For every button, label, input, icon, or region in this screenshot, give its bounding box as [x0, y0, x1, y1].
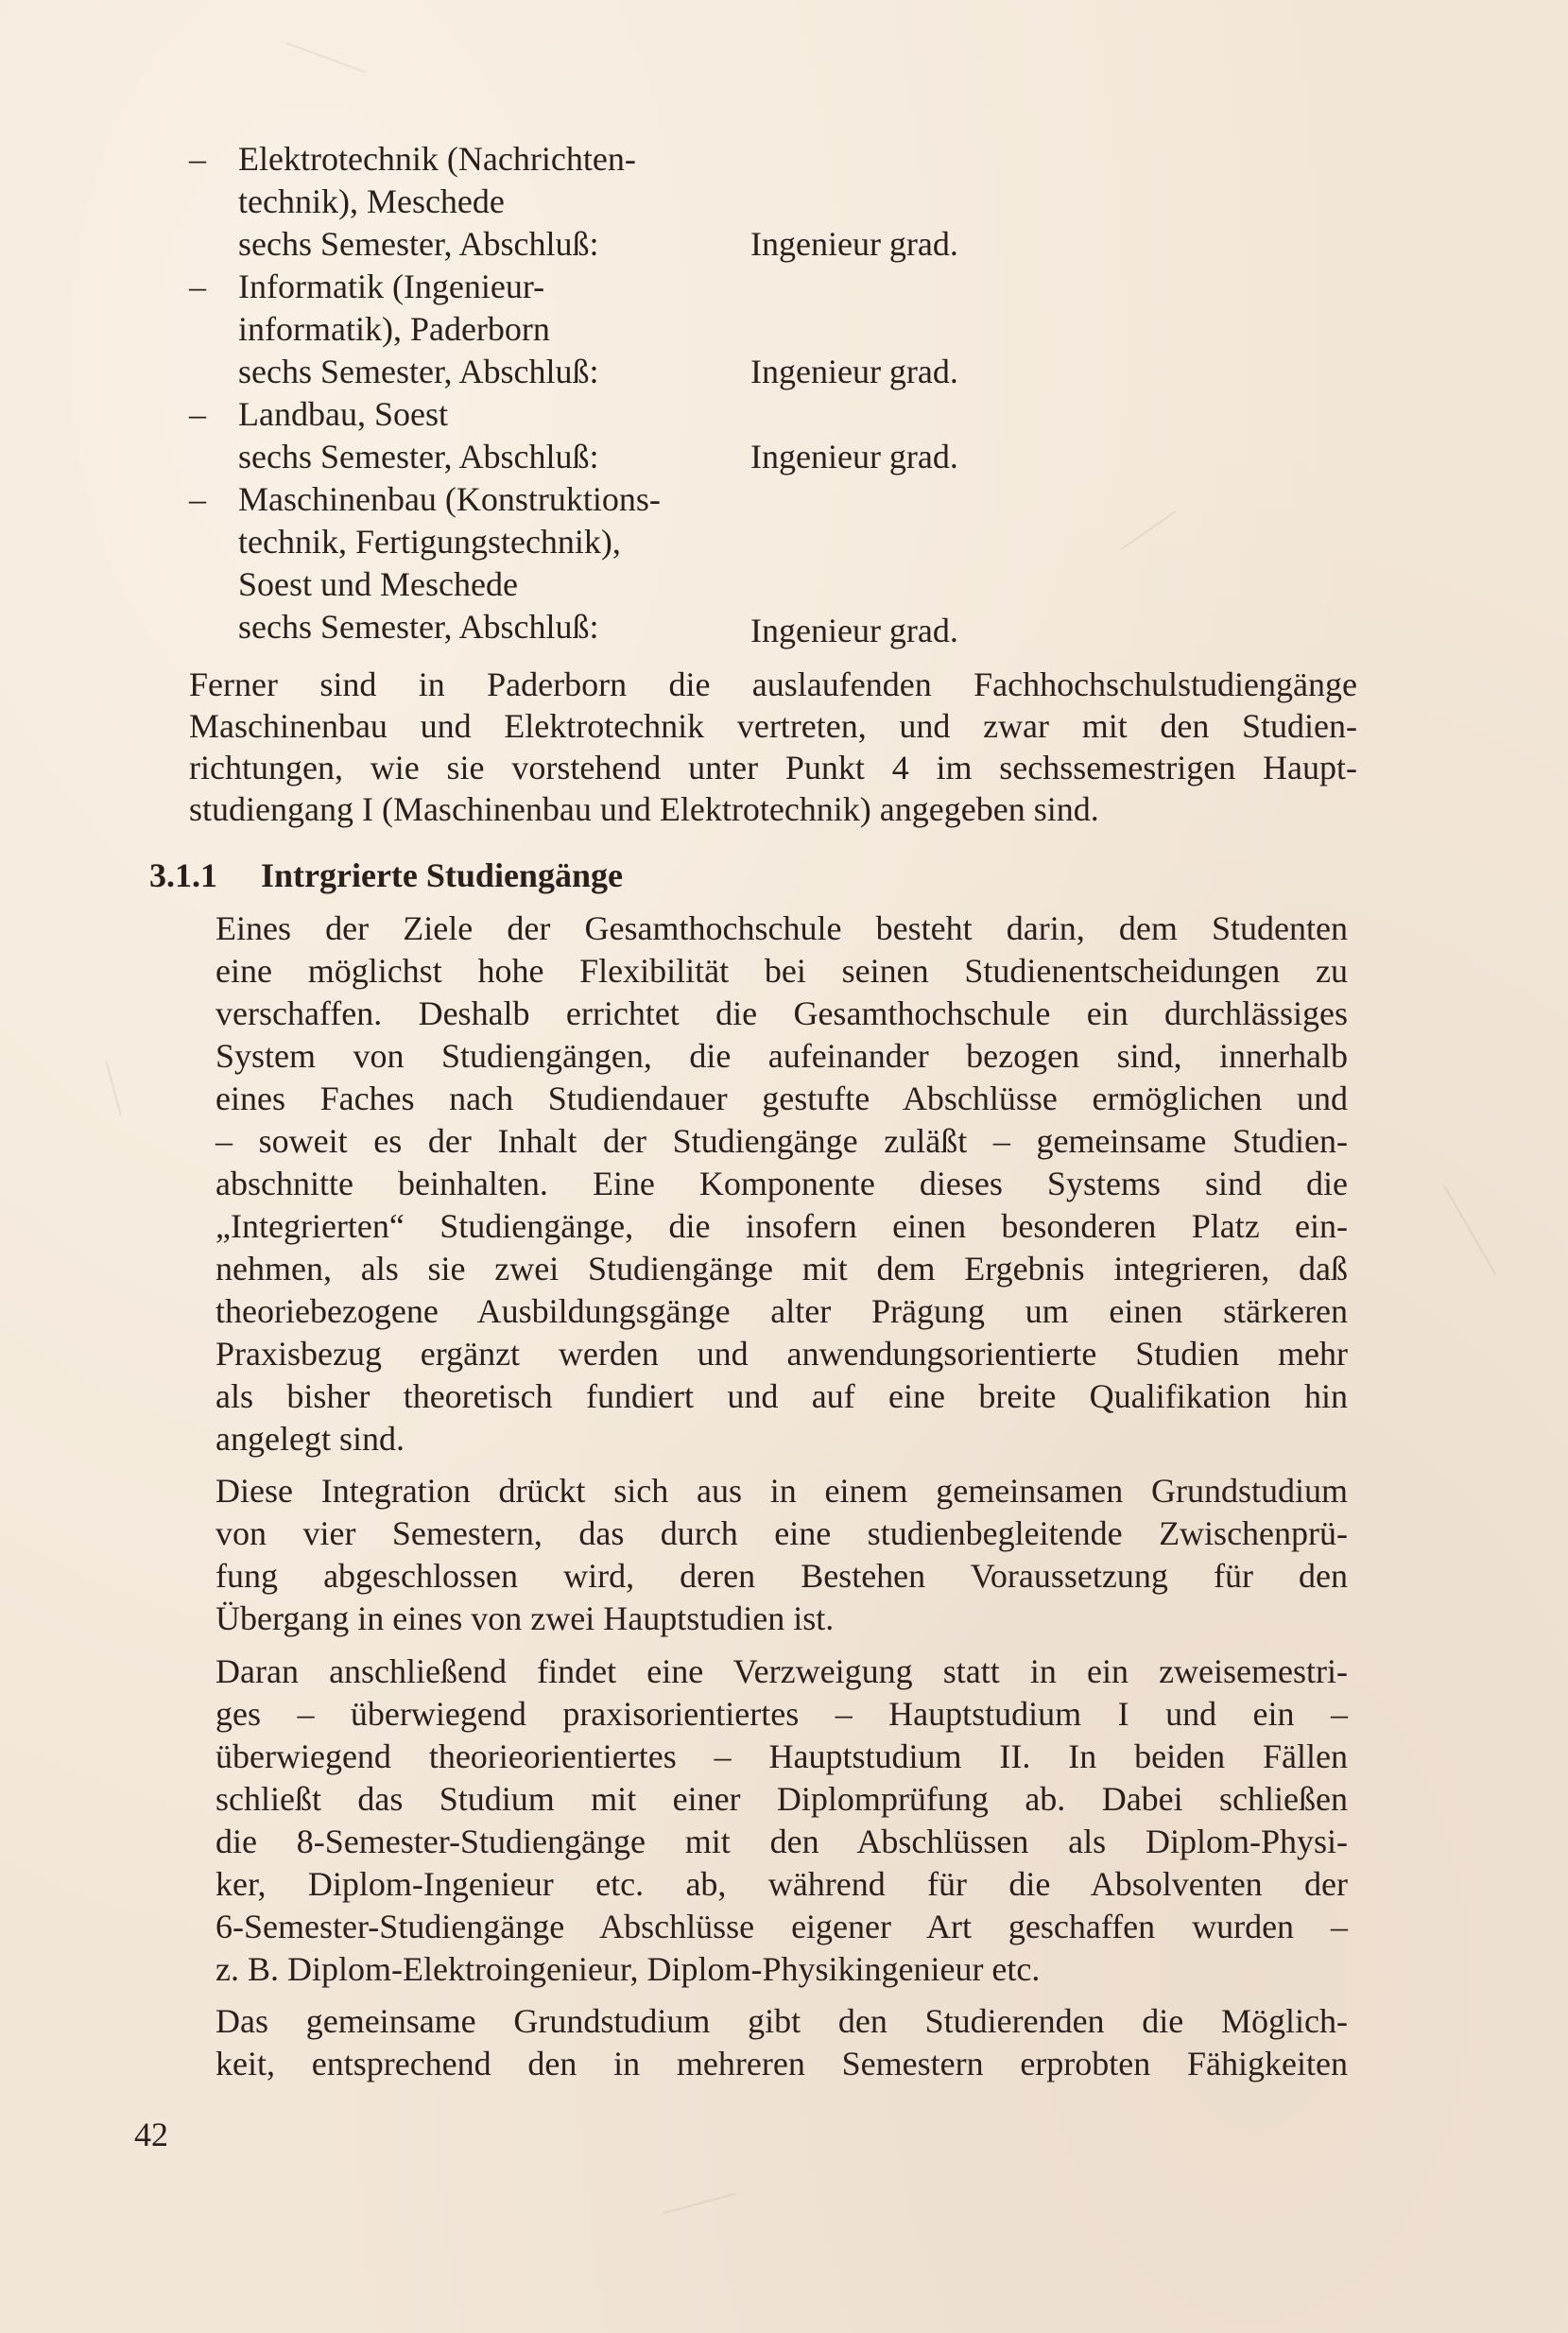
program-item [189, 266, 1134, 393]
program-degree: Ingenieur grad. [750, 438, 958, 475]
program-list [189, 138, 1134, 648]
program-item [189, 393, 1134, 478]
paper-fiber [285, 43, 366, 74]
body-paragraph [215, 1650, 1348, 1991]
text-line: System von Studiengängen, die aufeinander bezogen sind, innerhalb [215, 1037, 1348, 1075]
program-name-line: technik), Meschede [238, 182, 505, 220]
section-title: Intrgrierte Studiengänge [261, 856, 623, 894]
program-name-line: Landbau, Soest [238, 395, 448, 433]
program-name-line: Informatik (Ingenieur- [238, 268, 545, 305]
text-line: abschnitte beinhalten. Eine Komponente dieses Systems sind die [215, 1165, 1348, 1202]
text-line: theoriebezogene Ausbildungsgänge alter Prägung um einen stärkeren [215, 1292, 1348, 1330]
list-dash: – [189, 480, 206, 518]
text-line: Diese Integration drückt sich aus in einem gemeinsamen Grundstudium [215, 1472, 1348, 1510]
text-line: eine möglichst hohe Flexibilität bei seinen Studienentscheidungen zu [215, 952, 1348, 990]
section-number: 3.1.1 [149, 856, 217, 894]
program-degree: Ingenieur grad. [750, 225, 958, 263]
program-item [189, 478, 1134, 648]
text-line: überwiegend theorieorientiertes – Hauptstudium II. In beiden Fällen [215, 1737, 1348, 1775]
program-duration: sechs Semester, Abschluß: [238, 438, 599, 475]
paper-fiber [663, 2193, 736, 2215]
text-line: angelegt sind. [215, 1420, 405, 1458]
text-line: ker, Diplom-Ingenieur etc. ab, während für die Absolventen der [215, 1865, 1348, 1903]
program-name-line: Maschinenbau (Konstruktions- [238, 480, 661, 518]
text-line: „Integrierten“ Studiengänge, die insofern einen besonderen Platz ein- [215, 1207, 1348, 1245]
text-line: schließt das Studium mit einer Diplomprüfung ab. Dabei schließen [215, 1780, 1348, 1818]
text-line: 6-Semester-Studiengänge Abschlüsse eigener Art geschaffen wurden – [215, 1908, 1348, 1945]
program-name-line: informatik), Paderborn [238, 310, 550, 348]
program-item [189, 138, 1134, 266]
list-dash: – [189, 140, 206, 178]
page-number: 42 [134, 2116, 168, 2153]
program-degree: Ingenieur grad. [750, 353, 958, 390]
program-duration: sechs Semester, Abschluß: [238, 353, 599, 390]
text-line: Ferner sind in Paderborn die auslaufenden Fachhochschulstudiengänge [189, 665, 1357, 703]
text-line: Daran anschließend findet eine Verzweigung statt in ein zweisemestri- [215, 1652, 1348, 1690]
body-paragraph [215, 907, 1348, 1460]
text-line: nehmen, als sie zwei Studiengänge mit dem Ergebnis integrieren, daß [215, 1250, 1348, 1287]
text-line: keit, entsprechend den in mehreren Semestern erprobten Fähigkeiten [215, 2045, 1348, 2082]
program-name-line: Elektrotechnik (Nachrichten- [238, 140, 636, 178]
list-dash: – [189, 395, 206, 433]
program-degree: Ingenieur grad. [750, 612, 958, 649]
ferner-paragraph [189, 664, 1357, 830]
section-heading [149, 855, 623, 896]
program-name-line: Soest und Meschede [238, 565, 518, 603]
list-dash: – [189, 268, 206, 305]
program-duration: sechs Semester, Abschluß: [238, 225, 599, 263]
text-line: studiengang I (Maschinenbau und Elektrotechnik) angegeben sind. [189, 790, 1099, 828]
text-line: Das gemeinsame Grundstudium gibt den Studierenden die Möglich- [215, 2002, 1348, 2040]
text-line: Übergang in eines von zwei Hauptstudien ist. [215, 1599, 835, 1637]
text-line: Maschinenbau und Elektrotechnik vertreten, und zwar mit den Studien- [189, 707, 1357, 745]
body-paragraph [215, 2000, 1348, 2085]
text-line: richtungen, wie sie vorstehend unter Punkt 4 im sechssemestrigen Haupt- [189, 749, 1357, 786]
text-line: – soweit es der Inhalt der Studiengänge zuläßt – gemeinsame Studien- [215, 1122, 1348, 1160]
text-line: Eines der Ziele der Gesamthochschule besteht darin, dem Studenten [215, 909, 1348, 947]
program-name-line: technik, Fertigungstechnik), [238, 523, 621, 561]
text-line: fung abgeschlossen wird, deren Bestehen Voraussetzung für den [215, 1557, 1348, 1595]
paper-fiber [105, 1061, 121, 1115]
text-line: verschaffen. Deshalb errichtet die Gesamthochschule ein durchlässiges [215, 994, 1348, 1032]
body-paragraph [215, 1470, 1348, 1640]
text-line: ges – überwiegend praxisorientiertes – Hauptstudium I und ein – [215, 1695, 1348, 1733]
text-line: als bisher theoretisch fundiert und auf eine breite Qualifikation hin [215, 1377, 1348, 1415]
text-line: Praxisbezug ergänzt werden und anwendungsorientierte Studien mehr [215, 1335, 1348, 1373]
text-line: z. B. Diplom-Elektroingenieur, Diplom-Physikingenieur etc. [215, 1950, 1041, 1988]
text-line: von vier Semestern, das durch eine studienbegleitende Zwischenprü- [215, 1514, 1348, 1552]
text-line: die 8-Semester-Studiengänge mit den Abschlüssen als Diplom-Physi- [215, 1823, 1348, 1860]
program-duration: sechs Semester, Abschluß: [238, 608, 599, 646]
text-line: eines Faches nach Studiendauer gestufte Abschlüsse ermöglichen und [215, 1080, 1348, 1117]
paper-fiber [1443, 1184, 1497, 1275]
